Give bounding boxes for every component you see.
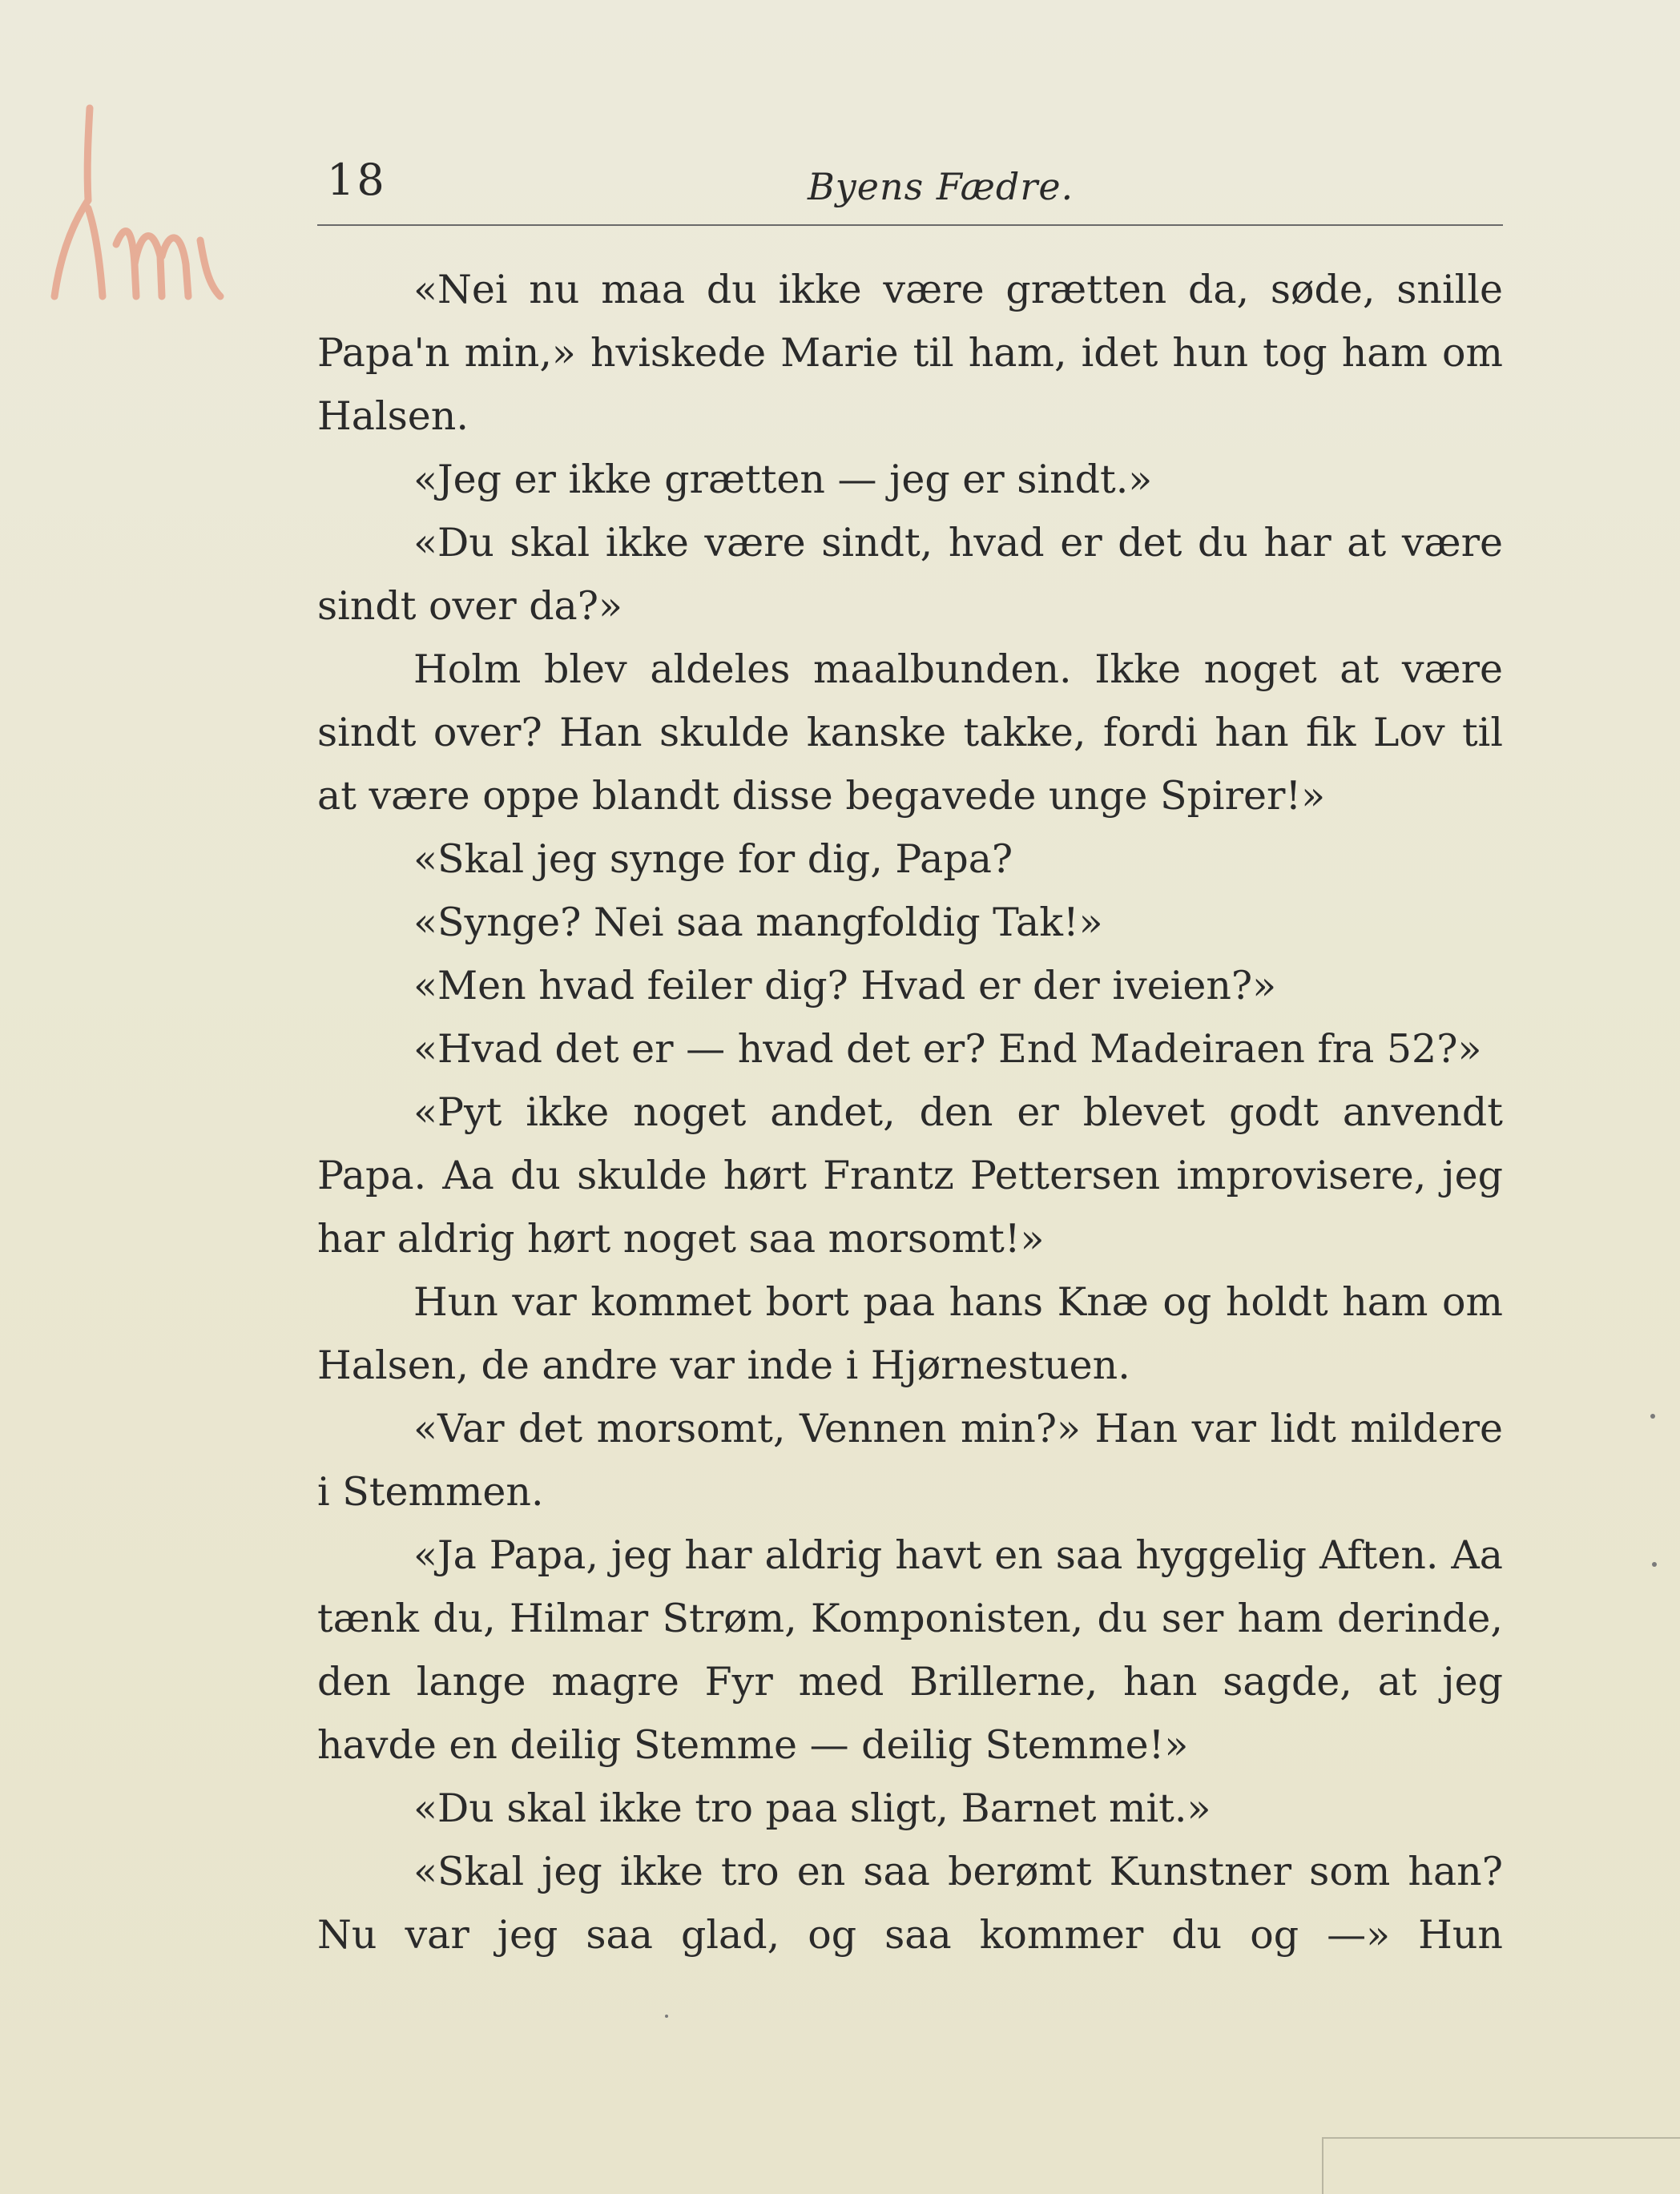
paragraph: «Nei nu maa du ikke være grætten da, søde, snille Papa'n min,» hviskede Marie til ham, idet hun tog ham om Halsen. [317,267,1503,439]
corner-rule [1322,2137,1680,2139]
ink-speck [1650,1414,1655,1419]
paragraph: «Pyt ikke noget andet, den er blevet godt anvendt Papa. Aa du skulde hørt Frantz Pettersen improvisere, jeg har aldrig hørt noget saa morsomt!» [317,1089,1503,1262]
paragraph: «Du skal ikke tro paa sligt, Barnet mit.» [413,1785,1211,1831]
paragraph: Holm blev aldeles maalbunden. Ikke noget at være sindt over? Han skulde kanske takke, fordi han fik Lov til at være oppe blandt disse begavede unge Spirer!» [317,646,1503,819]
paragraph: «Skal jeg ikke tro en saa berømt Kunstner som han? Nu var jeg saa glad, og saa kommer du og —» Hun [317,1849,1503,1958]
paragraph: «Jeg er ikke grætten — jeg er sindt.» [413,457,1153,502]
header-rule [317,224,1503,226]
corner-rule-vertical [1322,2137,1323,2194]
pencil-annotation-mark [40,104,224,304]
page-header [317,144,1503,232]
paragraph: «Ja Papa, jeg har aldrig havt en saa hyggelig Aften. Aa tænk du, Hilmar Strøm, Komponisten, du ser ham derinde, den lange magre Fyr med Brillerne, han sagde, at jeg havde en deilig Stemme — deilig Stemme!» [317,1532,1503,1768]
body-text [317,258,1503,1967]
running-title: Byens Fædre. [808,165,1074,208]
ink-speck [1652,1562,1657,1567]
page-number: 18 [327,155,387,205]
paragraph: «Men hvad feiler dig? Hvad er der iveien?» [413,963,1277,1008]
paragraph: «Hvad det er — hvad det er? End Madeiraen fra 52?» [413,1026,1482,1072]
paragraph: «Du skal ikke være sindt, hvad er det du har at være sindt over da?» [317,520,1503,629]
ink-speck [665,2015,668,2018]
paragraph: «Skal jeg synge for dig, Papa? [413,836,1013,882]
paragraph: «Synge? Nei saa mangfoldig Tak!» [413,900,1103,945]
paragraph: Hun var kommet bort paa hans Knæ og holdt ham om Halsen, de andre var inde i Hjørnestuen. [317,1279,1503,1388]
paragraph: «Var det morsomt, Vennen min?» Han var lidt mildere i Stemmen. [317,1406,1503,1515]
